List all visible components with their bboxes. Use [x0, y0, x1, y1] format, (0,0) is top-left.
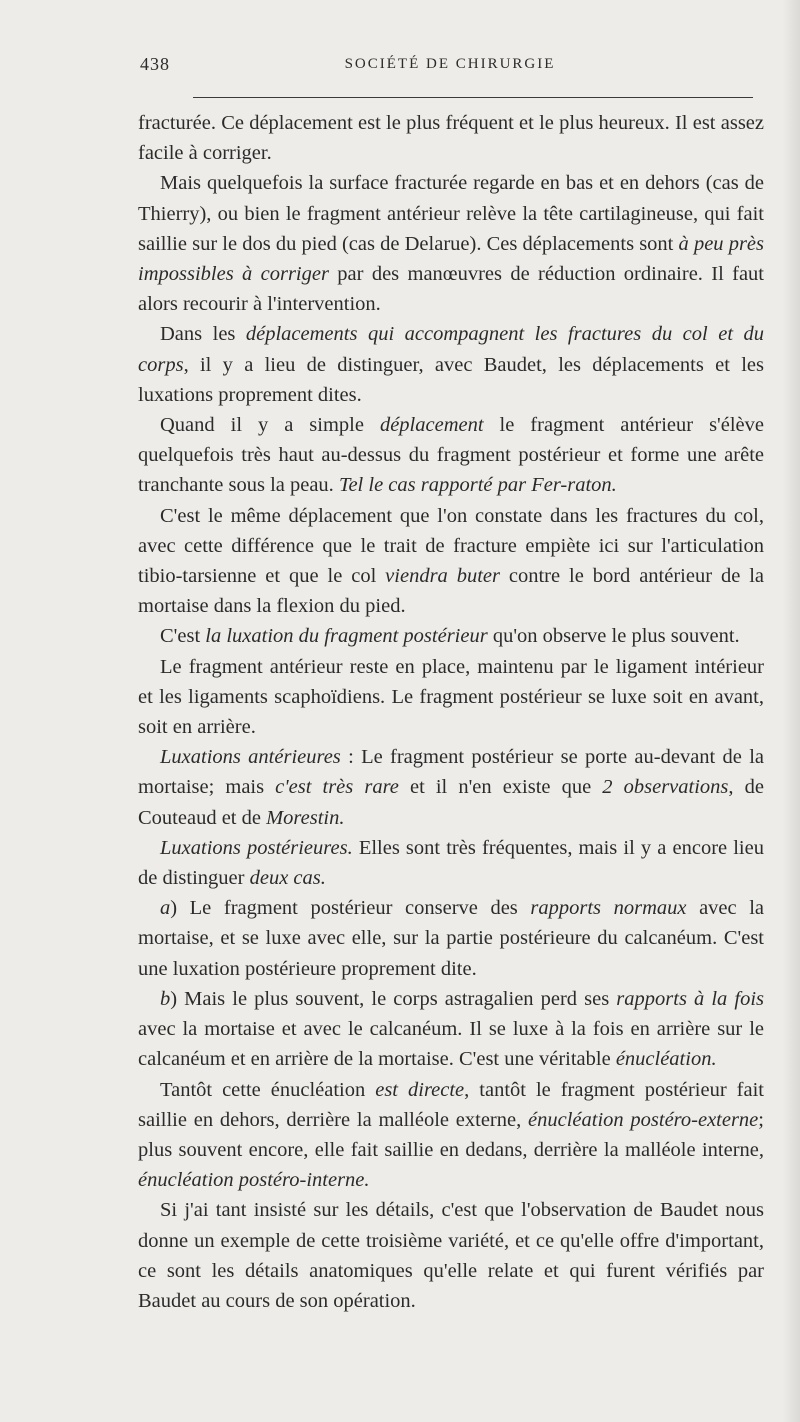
text-run: avec la mortaise et avec le calcanéum. Il se luxe à la fois en arrière sur le calcanéum et en arrière de la mortaise. C'est une véritable — [138, 1018, 764, 1071]
text-run: qu'on observe le plus souvent. — [487, 625, 740, 648]
italic-run: viendra buter — [385, 565, 500, 588]
text-run: , de Couteaud et de — [138, 776, 764, 829]
paragraph — [138, 1195, 764, 1316]
italic-run: Tel le cas rapporté par Fer-raton. — [338, 474, 617, 497]
text-run: et il n'en existe que — [398, 776, 603, 799]
text-run: Dans les — [160, 323, 246, 346]
paragraph — [138, 410, 764, 501]
text-run: : Le fragment postérieur se porte au-devant de la mortaise; mais — [138, 746, 764, 799]
text-run: contre le bord antérieur de la mortaise dans la flexion du pied. — [138, 565, 764, 618]
italic-run: est directe — [375, 1078, 465, 1101]
italic-run: énucléation. — [615, 1048, 717, 1071]
italic-run: Luxations postérieures. — [160, 836, 353, 859]
italic-run: rapports normaux — [530, 897, 687, 920]
text-run: Tantôt cette énucléation — [160, 1078, 376, 1101]
page-edge-shadow — [782, 0, 800, 1422]
italic-run: énucléation postéro-externe — [528, 1108, 759, 1131]
text-run: Le fragment antérieur reste en place, maintenu par le ligament intérieur et les ligaments scaphoïdiens. Le fragment postérieur se luxe soit en avant, soit en arrière. — [138, 655, 764, 739]
italic-run: b — [160, 987, 171, 1010]
italic-run: Luxations antérieures — [160, 746, 341, 769]
text-run: Elles sont très fréquentes, mais il y a encore lieu de distinguer — [138, 836, 764, 890]
text-run: C'est le même déplacement que l'on constate dans les fractures du col, avec cette différence que le trait de fracture empiète ici sur l'articulation tibio-tarsienne et que le col — [138, 504, 764, 588]
italic-run: déplacements qui accompagnent les fractures du col et du corps — [138, 323, 764, 376]
text-run: ; plus souvent encore, elle fait saillie en dedans, derrière la malléole interne, — [138, 1108, 764, 1161]
italic-run: c'est très rare — [275, 776, 399, 799]
text-run: Si j'ai tant insisté sur les détails, c'est que l'observation de Baudet nous donne un exemple de cette troisième variété, et ce qu'elle offre d'important, ce sont les détails anatomiques qu'elle relate et qui furent vérifiés par Baudet au cours de son opération. — [138, 1199, 764, 1312]
italic-run: deux cas. — [249, 867, 326, 890]
text-run: Mais quelquefois la surface fracturée regarde en bas et en dehors (cas de Thierry), ou bien le fragment antérieur relève la tête cartilagineuse, qui fait saillie sur le dos du pied (cas de Delarue). Ces déplacements sont — [138, 172, 764, 255]
text-run: ) Mais le plus souvent, le corps astragalien perd ses — [170, 987, 617, 1010]
paragraph — [138, 893, 764, 984]
text-run: le fragment antérieur s'élève quelquefois très haut au-dessus du fragment postérieur et forme une arête tranchante sous la peau. — [138, 414, 764, 497]
text-run: , il y a lieu de distinguer, avec Baudet, les déplacements et les luxations proprement dites. — [138, 353, 764, 406]
paragraph — [138, 1075, 764, 1196]
paragraph — [138, 652, 764, 743]
italic-run: à peu près impossibles à corriger — [138, 232, 764, 286]
paragraph — [138, 984, 764, 1075]
paragraph — [138, 168, 764, 319]
italic-run: la luxation du fragment postérieur — [205, 625, 488, 648]
text-run: ) Le fragment postérieur conserve des — [170, 897, 531, 920]
text-run: Quand il y a simple — [160, 414, 380, 437]
italic-run: Morestin. — [266, 806, 345, 829]
text-run: C'est — [160, 625, 206, 648]
text-run: avec la mortaise, et se luxe avec elle, sur la partie postérieure du calcanéum. C'est une luxation postérieure proprement dite. — [138, 897, 765, 980]
text-run: fracturée. Ce déplacement est le plus fréquent et le plus heureux. Il est assez facile à corriger. — [138, 112, 764, 165]
paragraph — [138, 621, 764, 651]
page-number: 438 — [140, 54, 170, 74]
paragraph — [138, 742, 764, 833]
text-run: par des manœuvres de réduction ordinaire. Il faut alors recourir à l'intervention. — [138, 263, 765, 316]
running-head: SOCIÉTÉ DE CHIRURGIE — [344, 56, 556, 72]
italic-run: énucléation postéro-interne. — [138, 1169, 370, 1192]
page-header — [140, 50, 760, 80]
body-text — [138, 108, 764, 1316]
italic-run: a — [160, 897, 171, 920]
paragraph — [138, 108, 764, 168]
header-rule — [193, 97, 753, 98]
paragraph — [138, 501, 764, 622]
paragraph — [138, 833, 764, 893]
italic-run: déplacement — [379, 414, 484, 437]
italic-run: rapports à la fois — [616, 987, 765, 1010]
italic-run: 2 observations — [602, 776, 729, 799]
paragraph — [138, 319, 764, 410]
text-run: , tantôt le fragment postérieur fait saillie en dehors, derrière la malléole externe, — [138, 1078, 764, 1131]
